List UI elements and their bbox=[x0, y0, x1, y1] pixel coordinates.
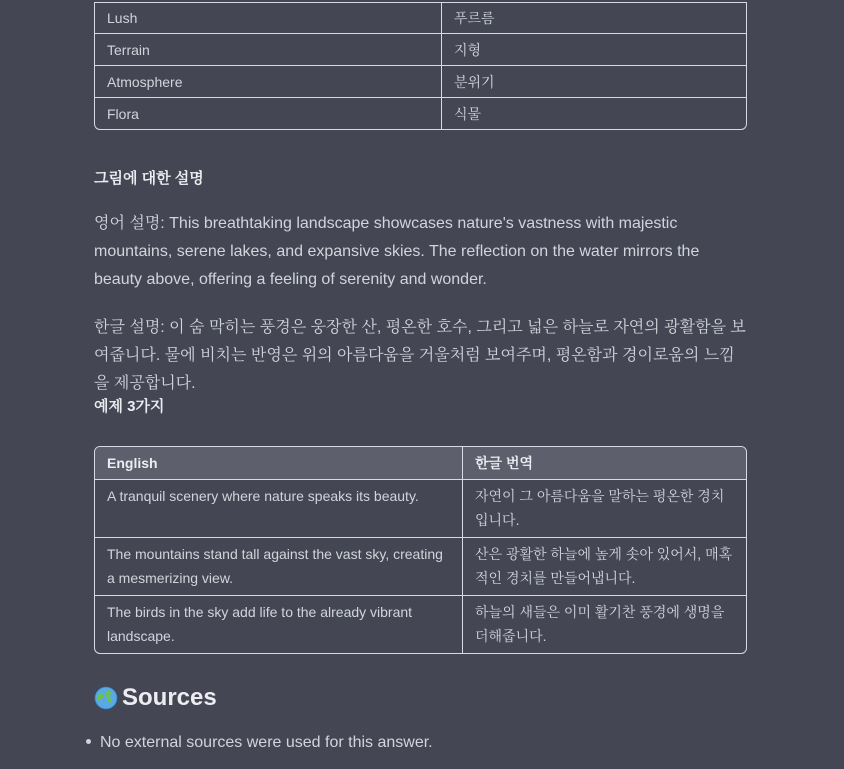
sources-title: Sources bbox=[122, 684, 217, 711]
example-english-cell: A tranquil scenery where nature speaks its beauty. bbox=[95, 480, 463, 538]
example-korean-cell: 자연이 그 아름다움을 말하는 평온한 경치입니다. bbox=[463, 480, 747, 538]
header-korean: 한글 번역 bbox=[463, 447, 747, 480]
korean-description: 한글 설명: 이 숨 막히는 풍경은 웅장한 산, 평온한 호수, 그리고 넓은 하늘로 자연의 광활함을 보여줍니다. 물에 비치는 반영은 위의 아름다움을 거울처럼 보여주며, 평온함과 경이로움의 느낌을 제공합니다. bbox=[94, 319, 746, 392]
header-english: English bbox=[95, 447, 463, 480]
source-item-text: No external sources were used for this answer. bbox=[100, 734, 433, 751]
vocab-english-cell: Terrain bbox=[94, 34, 442, 66]
globe-icon bbox=[94, 686, 118, 710]
table-row bbox=[95, 480, 746, 538]
english-description: 영어 설명: This breathtaking landscape showcases nature's vastness with majestic mountains, serene lakes, and expansive skies. The reflection on the water mirrors the beauty above, offering a feeling of serenity and wonder. bbox=[94, 215, 700, 288]
examples-table bbox=[94, 446, 747, 654]
vocab-korean-cell: 분위기 bbox=[442, 66, 747, 98]
table-row bbox=[94, 34, 747, 66]
vocab-korean-cell: 푸르름 bbox=[442, 2, 747, 34]
sources-list bbox=[86, 734, 433, 752]
example-english-cell: The mountains stand tall against the vast sky, creating a mesmerizing view. bbox=[95, 538, 463, 596]
table-row bbox=[95, 538, 746, 596]
bullet-icon bbox=[86, 739, 91, 744]
example-korean-cell: 하늘의 새들은 이미 활기찬 풍경에 생명을 더해줍니다. bbox=[475, 604, 725, 644]
description-heading: 그림에 대한 설명 bbox=[94, 170, 204, 187]
table-row bbox=[94, 98, 747, 130]
example-english-cell: The birds in the sky add life to the already vibrant landscape. bbox=[95, 596, 463, 654]
sources-heading bbox=[94, 684, 217, 712]
list-item bbox=[86, 734, 433, 752]
vocab-table bbox=[94, 2, 747, 130]
table-row bbox=[94, 66, 747, 98]
vocab-korean-cell: 지형 bbox=[442, 34, 747, 66]
vocab-english-cell: Lush bbox=[94, 2, 442, 34]
vocab-english-cell: Atmosphere bbox=[94, 66, 442, 98]
vocab-korean-cell: 식물 bbox=[442, 98, 747, 130]
examples-heading: 예제 3가지 bbox=[94, 398, 165, 415]
vocab-english-cell: Flora bbox=[94, 98, 442, 130]
examples-header-row bbox=[95, 447, 746, 480]
example-korean-cell: 산은 광활한 하늘에 높게 솟아 있어서, 매혹적인 경치를 만들어냅니다. bbox=[463, 538, 747, 596]
table-row bbox=[95, 596, 746, 654]
table-row bbox=[94, 2, 747, 34]
